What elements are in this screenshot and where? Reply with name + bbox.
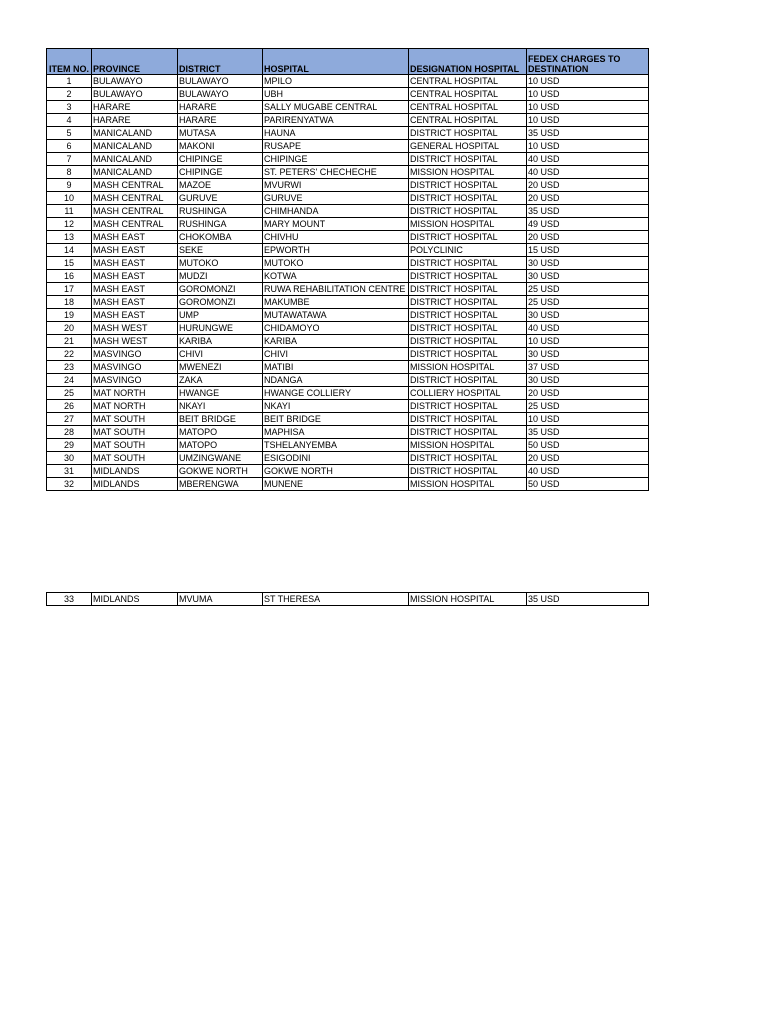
cell-item-no: 5	[47, 127, 92, 140]
cell-province: HARARE	[92, 101, 178, 114]
table-row	[47, 465, 649, 478]
cell-province: MASH WEST	[92, 322, 178, 335]
cell-hospital: HWANGE COLLIERY	[263, 387, 409, 400]
cell-district: CHIPINGE	[178, 153, 263, 166]
cell-item-no: 16	[47, 270, 92, 283]
cell-province: MASVINGO	[92, 348, 178, 361]
cell-hospital: MARY MOUNT	[263, 218, 409, 231]
cell-designation: CENTRAL HOSPITAL	[409, 101, 527, 114]
cell-district: GOROMONZI	[178, 283, 263, 296]
cell-fedex-charge: 10 USD	[527, 88, 649, 101]
cell-designation: MISSION HOSPITAL	[409, 166, 527, 179]
cell-hospital: SALLY MUGABE CENTRAL	[263, 101, 409, 114]
cell-designation: DISTRICT HOSPITAL	[409, 283, 527, 296]
cell-hospital: GOKWE NORTH	[263, 465, 409, 478]
cell-province: MASVINGO	[92, 361, 178, 374]
table-row	[47, 413, 649, 426]
cell-district: HWANGE	[178, 387, 263, 400]
cell-district: GOKWE NORTH	[178, 465, 263, 478]
cell-designation: DISTRICT HOSPITAL	[409, 335, 527, 348]
table-row	[47, 426, 649, 439]
cell-item-no: 10	[47, 192, 92, 205]
table-row	[47, 218, 649, 231]
cell-designation: DISTRICT HOSPITAL	[409, 231, 527, 244]
cell-district: CHIPINGE	[178, 166, 263, 179]
cell-hospital: CHIPINGE	[263, 153, 409, 166]
cell-district: GOROMONZI	[178, 296, 263, 309]
cell-district: MUTASA	[178, 127, 263, 140]
cell-item-no: 3	[47, 101, 92, 114]
cell-designation: MISSION HOSPITAL	[409, 439, 527, 452]
cell-fedex-charge: 50 USD	[527, 439, 649, 452]
cell-fedex-charge: 10 USD	[527, 114, 649, 127]
cell-designation: CENTRAL HOSPITAL	[409, 75, 527, 88]
cell-district: MBERENGWA	[178, 478, 263, 491]
cell-district: CHIVI	[178, 348, 263, 361]
cell-designation: MISSION HOSPITAL	[409, 361, 527, 374]
cell-province: MIDLANDS	[92, 593, 178, 606]
cell-province: MASH CENTRAL	[92, 192, 178, 205]
cell-fedex-charge: 40 USD	[527, 322, 649, 335]
cell-item-no: 12	[47, 218, 92, 231]
cell-fedex-charge: 40 USD	[527, 166, 649, 179]
cell-item-no: 21	[47, 335, 92, 348]
cell-hospital: ST THERESA	[263, 593, 409, 606]
header-fedex-charges: FEDEX CHARGES TO DESTINATION	[527, 49, 649, 75]
cell-fedex-charge: 30 USD	[527, 257, 649, 270]
cell-item-no: 22	[47, 348, 92, 361]
cell-district: MATOPO	[178, 426, 263, 439]
cell-item-no: 13	[47, 231, 92, 244]
cell-district: BULAWAYO	[178, 75, 263, 88]
cell-designation: DISTRICT HOSPITAL	[409, 179, 527, 192]
table-row	[47, 140, 649, 153]
cell-fedex-charge: 35 USD	[527, 426, 649, 439]
cell-fedex-charge: 40 USD	[527, 153, 649, 166]
cell-designation: DISTRICT HOSPITAL	[409, 127, 527, 140]
cell-item-no: 17	[47, 283, 92, 296]
cell-item-no: 8	[47, 166, 92, 179]
table-row	[47, 257, 649, 270]
cell-fedex-charge: 35 USD	[527, 205, 649, 218]
cell-hospital: MVURWI	[263, 179, 409, 192]
table-row	[47, 114, 649, 127]
cell-province: BULAWAYO	[92, 88, 178, 101]
cell-item-no: 28	[47, 426, 92, 439]
table-row	[47, 400, 649, 413]
cell-item-no: 33	[47, 593, 92, 606]
cell-item-no: 2	[47, 88, 92, 101]
table-row	[47, 478, 649, 491]
cell-hospital: NDANGA	[263, 374, 409, 387]
cell-item-no: 26	[47, 400, 92, 413]
table-row	[47, 296, 649, 309]
cell-province: MASH EAST	[92, 257, 178, 270]
table-row	[47, 309, 649, 322]
cell-province: MANICALAND	[92, 140, 178, 153]
cell-hospital: ESIGODINI	[263, 452, 409, 465]
cell-hospital: BEIT BRIDGE	[263, 413, 409, 426]
cell-hospital: CHIVI	[263, 348, 409, 361]
table-row	[47, 153, 649, 166]
table-row	[47, 231, 649, 244]
cell-fedex-charge: 25 USD	[527, 400, 649, 413]
cell-item-no: 4	[47, 114, 92, 127]
cell-province: MAT SOUTH	[92, 426, 178, 439]
table-row	[47, 322, 649, 335]
cell-fedex-charge: 25 USD	[527, 296, 649, 309]
cell-district: MATOPO	[178, 439, 263, 452]
cell-item-no: 19	[47, 309, 92, 322]
table-row	[47, 439, 649, 452]
cell-province: MIDLANDS	[92, 478, 178, 491]
header-district: DISTRICT	[178, 49, 263, 75]
cell-item-no: 23	[47, 361, 92, 374]
cell-district: MVUMA	[178, 593, 263, 606]
table-row	[47, 192, 649, 205]
table-row	[47, 244, 649, 257]
cell-district: UMP	[178, 309, 263, 322]
header-item-no: ITEM NO.	[47, 49, 92, 75]
cell-province: BULAWAYO	[92, 75, 178, 88]
cell-district: MUDZI	[178, 270, 263, 283]
cell-designation: DISTRICT HOSPITAL	[409, 205, 527, 218]
cell-item-no: 29	[47, 439, 92, 452]
cell-fedex-charge: 20 USD	[527, 231, 649, 244]
cell-fedex-charge: 35 USD	[527, 593, 649, 606]
cell-fedex-charge: 15 USD	[527, 244, 649, 257]
cell-designation: DISTRICT HOSPITAL	[409, 257, 527, 270]
cell-province: MAT NORTH	[92, 400, 178, 413]
cell-fedex-charge: 20 USD	[527, 452, 649, 465]
cell-province: MASH CENTRAL	[92, 179, 178, 192]
cell-item-no: 7	[47, 153, 92, 166]
cell-item-no: 14	[47, 244, 92, 257]
cell-designation: DISTRICT HOSPITAL	[409, 452, 527, 465]
cell-fedex-charge: 30 USD	[527, 348, 649, 361]
cell-province: MAT SOUTH	[92, 413, 178, 426]
cell-fedex-charge: 30 USD	[527, 309, 649, 322]
cell-designation: MISSION HOSPITAL	[409, 593, 527, 606]
cell-item-no: 6	[47, 140, 92, 153]
cell-district: RUSHINGA	[178, 205, 263, 218]
header-hospital: HOSPITAL	[263, 49, 409, 75]
cell-designation: DISTRICT HOSPITAL	[409, 309, 527, 322]
cell-designation: DISTRICT HOSPITAL	[409, 348, 527, 361]
cell-designation: COLLIERY HOSPITAL	[409, 387, 527, 400]
cell-hospital: CHIDAMOYO	[263, 322, 409, 335]
cell-district: UMZINGWANE	[178, 452, 263, 465]
cell-fedex-charge: 10 USD	[527, 335, 649, 348]
table-header	[47, 49, 649, 75]
cell-item-no: 15	[47, 257, 92, 270]
cell-item-no: 1	[47, 75, 92, 88]
cell-item-no: 11	[47, 205, 92, 218]
cell-province: HARARE	[92, 114, 178, 127]
cell-district: MWENEZI	[178, 361, 263, 374]
header-province: PROVINCE	[92, 49, 178, 75]
cell-province: MASH EAST	[92, 309, 178, 322]
cell-designation: POLYCLINIC	[409, 244, 527, 257]
table-row	[47, 101, 649, 114]
table-row	[47, 205, 649, 218]
cell-designation: DISTRICT HOSPITAL	[409, 296, 527, 309]
cell-hospital: CHIMHANDA	[263, 205, 409, 218]
cell-fedex-charge: 10 USD	[527, 75, 649, 88]
cell-fedex-charge: 10 USD	[527, 101, 649, 114]
cell-item-no: 9	[47, 179, 92, 192]
cell-province: MASH EAST	[92, 296, 178, 309]
cell-item-no: 31	[47, 465, 92, 478]
table-row	[47, 387, 649, 400]
cell-province: MASH CENTRAL	[92, 205, 178, 218]
cell-province: MASH CENTRAL	[92, 218, 178, 231]
cell-hospital: MUNENE	[263, 478, 409, 491]
cell-province: MANICALAND	[92, 166, 178, 179]
cell-hospital: KARIBA	[263, 335, 409, 348]
cell-designation: MISSION HOSPITAL	[409, 218, 527, 231]
cell-item-no: 30	[47, 452, 92, 465]
cell-province: MASH EAST	[92, 283, 178, 296]
cell-hospital: TSHELANYEMBA	[263, 439, 409, 452]
table-row	[47, 166, 649, 179]
cell-district: MAKONI	[178, 140, 263, 153]
table-row	[47, 348, 649, 361]
cell-item-no: 18	[47, 296, 92, 309]
cell-designation: MISSION HOSPITAL	[409, 478, 527, 491]
cell-designation: CENTRAL HOSPITAL	[409, 114, 527, 127]
cell-hospital: MAKUMBE	[263, 296, 409, 309]
cell-fedex-charge: 20 USD	[527, 179, 649, 192]
cell-item-no: 24	[47, 374, 92, 387]
cell-hospital: ST. PETERS' CHECHECHE	[263, 166, 409, 179]
table-row	[47, 361, 649, 374]
cell-fedex-charge: 10 USD	[527, 140, 649, 153]
table-row	[47, 283, 649, 296]
table-row	[47, 452, 649, 465]
cell-hospital: HAUNA	[263, 127, 409, 140]
table-row	[47, 335, 649, 348]
cell-district: HURUNGWE	[178, 322, 263, 335]
cell-province: MAT SOUTH	[92, 439, 178, 452]
cell-fedex-charge: 20 USD	[527, 192, 649, 205]
cell-province: MAT NORTH	[92, 387, 178, 400]
cell-fedex-charge: 30 USD	[527, 270, 649, 283]
header-row	[47, 49, 649, 75]
cell-province: MASH EAST	[92, 270, 178, 283]
cell-hospital: CHIVHU	[263, 231, 409, 244]
cell-hospital: RUSAPE	[263, 140, 409, 153]
cell-designation: DISTRICT HOSPITAL	[409, 413, 527, 426]
cell-district: NKAYI	[178, 400, 263, 413]
cell-district: SEKE	[178, 244, 263, 257]
cell-district: CHOKOMBA	[178, 231, 263, 244]
cell-item-no: 25	[47, 387, 92, 400]
cell-province: MASVINGO	[92, 374, 178, 387]
cell-item-no: 27	[47, 413, 92, 426]
cell-fedex-charge: 25 USD	[527, 283, 649, 296]
cell-district: GURUVE	[178, 192, 263, 205]
table-row	[47, 593, 649, 606]
table-row	[47, 127, 649, 140]
cell-designation: DISTRICT HOSPITAL	[409, 153, 527, 166]
cell-fedex-charge: 50 USD	[527, 478, 649, 491]
cell-hospital: MPILO	[263, 75, 409, 88]
table-row	[47, 75, 649, 88]
cell-district: ZAKA	[178, 374, 263, 387]
cell-item-no: 32	[47, 478, 92, 491]
header-designation: DESIGNATION HOSPITAL	[409, 49, 527, 75]
cell-designation: DISTRICT HOSPITAL	[409, 426, 527, 439]
cell-district: BEIT BRIDGE	[178, 413, 263, 426]
cell-hospital: MAPHISA	[263, 426, 409, 439]
table-row	[47, 179, 649, 192]
cell-designation: DISTRICT HOSPITAL	[409, 270, 527, 283]
cell-district: MAZOE	[178, 179, 263, 192]
cell-district: RUSHINGA	[178, 218, 263, 231]
cell-fedex-charge: 10 USD	[527, 413, 649, 426]
cell-district: KARIBA	[178, 335, 263, 348]
cell-hospital: EPWORTH	[263, 244, 409, 257]
cell-hospital: MUTOKO	[263, 257, 409, 270]
cell-province: MANICALAND	[92, 153, 178, 166]
cell-designation: DISTRICT HOSPITAL	[409, 400, 527, 413]
cell-designation: DISTRICT HOSPITAL	[409, 465, 527, 478]
cell-hospital: MUTAWATAWA	[263, 309, 409, 322]
fedex-charges-table-continued	[46, 592, 649, 606]
cell-hospital: NKAYI	[263, 400, 409, 413]
cell-province: MASH EAST	[92, 244, 178, 257]
cell-designation: DISTRICT HOSPITAL	[409, 374, 527, 387]
cell-district: MUTOKO	[178, 257, 263, 270]
cell-hospital: MATIBI	[263, 361, 409, 374]
table-row	[47, 374, 649, 387]
table-row	[47, 88, 649, 101]
cell-province: MASH WEST	[92, 335, 178, 348]
cell-fedex-charge: 37 USD	[527, 361, 649, 374]
cell-province: MIDLANDS	[92, 465, 178, 478]
cell-province: MASH EAST	[92, 231, 178, 244]
cell-fedex-charge: 35 USD	[527, 127, 649, 140]
cell-fedex-charge: 20 USD	[527, 387, 649, 400]
table-body	[47, 75, 649, 491]
cell-hospital: GURUVE	[263, 192, 409, 205]
cell-designation: GENERAL HOSPITAL	[409, 140, 527, 153]
cell-province: MANICALAND	[92, 127, 178, 140]
cell-hospital: PARIRENYATWA	[263, 114, 409, 127]
cell-designation: CENTRAL HOSPITAL	[409, 88, 527, 101]
fedex-charges-table	[46, 48, 649, 491]
cell-fedex-charge: 30 USD	[527, 374, 649, 387]
cell-hospital: UBH	[263, 88, 409, 101]
cell-item-no: 20	[47, 322, 92, 335]
cell-district: HARARE	[178, 101, 263, 114]
cell-province: MAT SOUTH	[92, 452, 178, 465]
cell-district: BULAWAYO	[178, 88, 263, 101]
cell-designation: DISTRICT HOSPITAL	[409, 322, 527, 335]
cell-fedex-charge: 40 USD	[527, 465, 649, 478]
cell-designation: DISTRICT HOSPITAL	[409, 192, 527, 205]
cell-fedex-charge: 49 USD	[527, 218, 649, 231]
table-row	[47, 270, 649, 283]
cell-hospital: RUWA REHABILITATION CENTRE	[263, 283, 409, 296]
cell-district: HARARE	[178, 114, 263, 127]
cell-hospital: KOTWA	[263, 270, 409, 283]
table-body-continued	[47, 593, 649, 606]
